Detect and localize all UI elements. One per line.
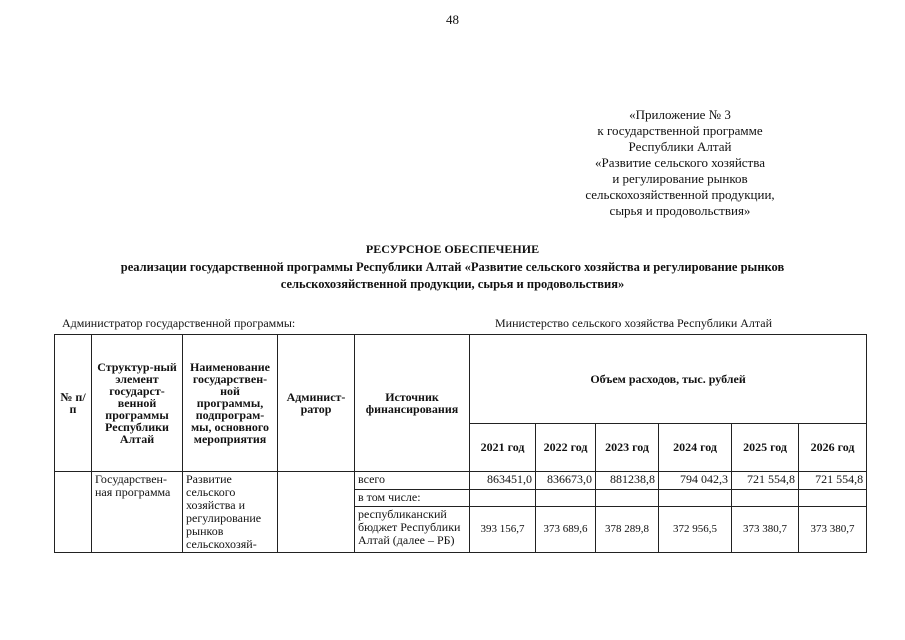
cell-value: 794 042,3 — [659, 472, 732, 490]
administrator-label: Администратор государственной программы: — [62, 316, 296, 330]
document-title: РЕСУРСНОЕ ОБЕСПЕЧЕНИЕ — [365, 242, 540, 256]
document-subtitle — [0, 259, 905, 293]
resource-table — [54, 334, 867, 553]
cell-administrator — [278, 472, 355, 553]
header-year: 2026 год — [799, 424, 867, 472]
cell-source: всего — [355, 472, 470, 490]
appendix-line: и регулирование рынков — [612, 171, 748, 186]
cell-value: 393 156,7 — [470, 507, 536, 553]
cell-value: 881238,8 — [596, 472, 659, 490]
header-year: 2025 год — [732, 424, 799, 472]
cell-value: 373 380,7 — [732, 507, 799, 553]
cell-value: 721 554,8 — [799, 472, 867, 490]
cell-value: 863451,0 — [470, 472, 536, 490]
cell-value: 378 289,8 — [596, 507, 659, 553]
appendix-line: Республики Алтай — [628, 139, 732, 154]
header-administrator: Админист-ратор — [278, 335, 355, 472]
cell-value — [596, 489, 659, 507]
cell-value — [799, 489, 867, 507]
subtitle-line: реализации государственной программы Республики Алтай «Развитие сельского хозяйства и регулирование рынков — [120, 260, 785, 274]
page-number: 48 — [446, 12, 459, 27]
cell-value — [732, 489, 799, 507]
header-num: № п/п — [55, 335, 92, 472]
cell-source: республиканский бюджет Республики Алтай (далее – РБ) — [355, 507, 470, 553]
appendix-line: «Развитие сельского хозяйства — [595, 155, 765, 170]
cell-value: 836673,0 — [536, 472, 596, 490]
cell-structural-element: Государствен-ная программа — [92, 472, 183, 553]
cell-source: в том числе: — [355, 489, 470, 507]
appendix-line: сырья и продовольствия» — [609, 203, 751, 218]
cell-value — [536, 489, 596, 507]
cell-value — [659, 489, 732, 507]
table-row — [55, 472, 867, 490]
header-source: Источник финансирования — [355, 335, 470, 472]
header-year: 2022 год — [536, 424, 596, 472]
appendix-line: сельскохозяйственной продукции, — [585, 187, 775, 202]
cell-num — [55, 472, 92, 553]
cell-value: 721 554,8 — [732, 472, 799, 490]
header-row — [55, 335, 867, 424]
header-year: 2023 год — [596, 424, 659, 472]
appendix-line: «Приложение № 3 — [629, 107, 731, 122]
cell-value — [470, 489, 536, 507]
appendix-block — [560, 107, 800, 219]
header-volume: Объем расходов, тыс. рублей — [470, 335, 867, 424]
header-year: 2021 год — [470, 424, 536, 472]
cell-value: 373 380,7 — [799, 507, 867, 553]
cell-name: Развитие сельского хозяйства и регулирование рынков сельскохозяй- — [183, 472, 278, 553]
appendix-line: к государственной программе — [597, 123, 763, 138]
header-structural-element: Структур-ный элемент государст-венной программы Республики Алтай — [92, 335, 183, 472]
administrator-value: Министерство сельского хозяйства Республики Алтай — [495, 316, 773, 330]
header-year: 2024 год — [659, 424, 732, 472]
cell-value: 373 689,6 — [536, 507, 596, 553]
subtitle-line: сельскохозяйственной продукции, сырья и продовольствия» — [280, 277, 625, 291]
header-name: Наименование государствен-ной программы, подпрограм-мы, основного мероприятия — [183, 335, 278, 472]
cell-value: 372 956,5 — [659, 507, 732, 553]
